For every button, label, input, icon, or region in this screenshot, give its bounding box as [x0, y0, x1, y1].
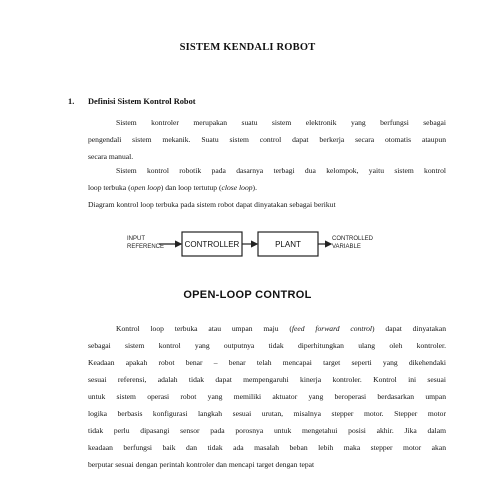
paragraph-line: untuk sistem operasi robot yang memiliki aktuator yang beroperasi berdasarkan umpan: [88, 392, 446, 401]
input-label-line1: INPUT: [127, 236, 145, 242]
paragraph-line: sebagai sistem kontrol yang outputnya tidak diperhitungkan ulang oleh kontroler.: [88, 341, 446, 350]
paragraph-line: pengendali sistem mekanik. Suatu sistem control dapat berkerja secara otomatis ataupun: [88, 135, 446, 144]
section-heading: [68, 97, 196, 106]
paragraph-line: logika berbasis konfigurasi langkah sesuai urutan, misalnya stepper motor. Stepper motor: [88, 409, 446, 418]
paragraph-definition: [88, 114, 446, 165]
output-label-line1: CONTROLLED: [332, 236, 374, 242]
paragraph-diagram-intro: [88, 196, 446, 213]
paragraph-line: Kontrol loop terbuka atau umpan maju (feed forward control) dapat dinyatakan: [116, 324, 446, 333]
paragraph-types: [88, 162, 446, 196]
section-title: Definisi Sistem Kontrol Robot: [88, 97, 196, 106]
controller-label: CONTROLLER: [184, 240, 240, 249]
paragraph-line: Diagram kontrol loop terbuka pada sistem robot dapat dinyatakan sebagai berikut: [88, 200, 336, 209]
paragraph-line: Keadaan apakah robot benar – benar telah mencapai target seperti yang dikehendaki: [88, 358, 446, 367]
paragraph-line: berputar sesuai dengan perintah kontroler dan mencapi target dengan tepat: [88, 460, 315, 469]
paragraph-line: secara manual.: [88, 152, 134, 161]
paragraph-line: keadaan berfungsi baik dan tidak ada masalah beban lebih maka stepper motor akan: [88, 443, 446, 452]
paragraph-line: tidak perlu dipasangi sensor pada porosnya untuk mengetahui posisi akhir. Jika dalam: [88, 426, 446, 435]
section-number: 1.: [68, 97, 75, 106]
diagram-caption: OPEN-LOOP CONTROL: [183, 289, 312, 301]
paragraph-line: Sistem kontrol robotik pada dasarnya terbagi dua kelompok, yaitu sistem kontrol: [116, 166, 446, 175]
paragraph-line: Sistem kontroler merupakan suatu sistem elektronik yang berfungsi sebagai: [116, 118, 446, 127]
paragraph-line: sesuai referensi, adalah tidak dapat mempengaruhi kinerja kontroler. Kontrol ini sesuai: [88, 375, 446, 384]
paragraph-open-loop: [88, 320, 446, 473]
plant-label: PLANT: [275, 240, 301, 249]
input-label-line2: REFERENCE: [127, 244, 165, 250]
document-title: SISTEM KENDALI ROBOT: [179, 42, 316, 53]
output-label-line2: VARIABLE: [332, 244, 361, 250]
paragraph-line: loop terbuka (open loop) dan loop tertutup (close loop).: [88, 183, 257, 192]
